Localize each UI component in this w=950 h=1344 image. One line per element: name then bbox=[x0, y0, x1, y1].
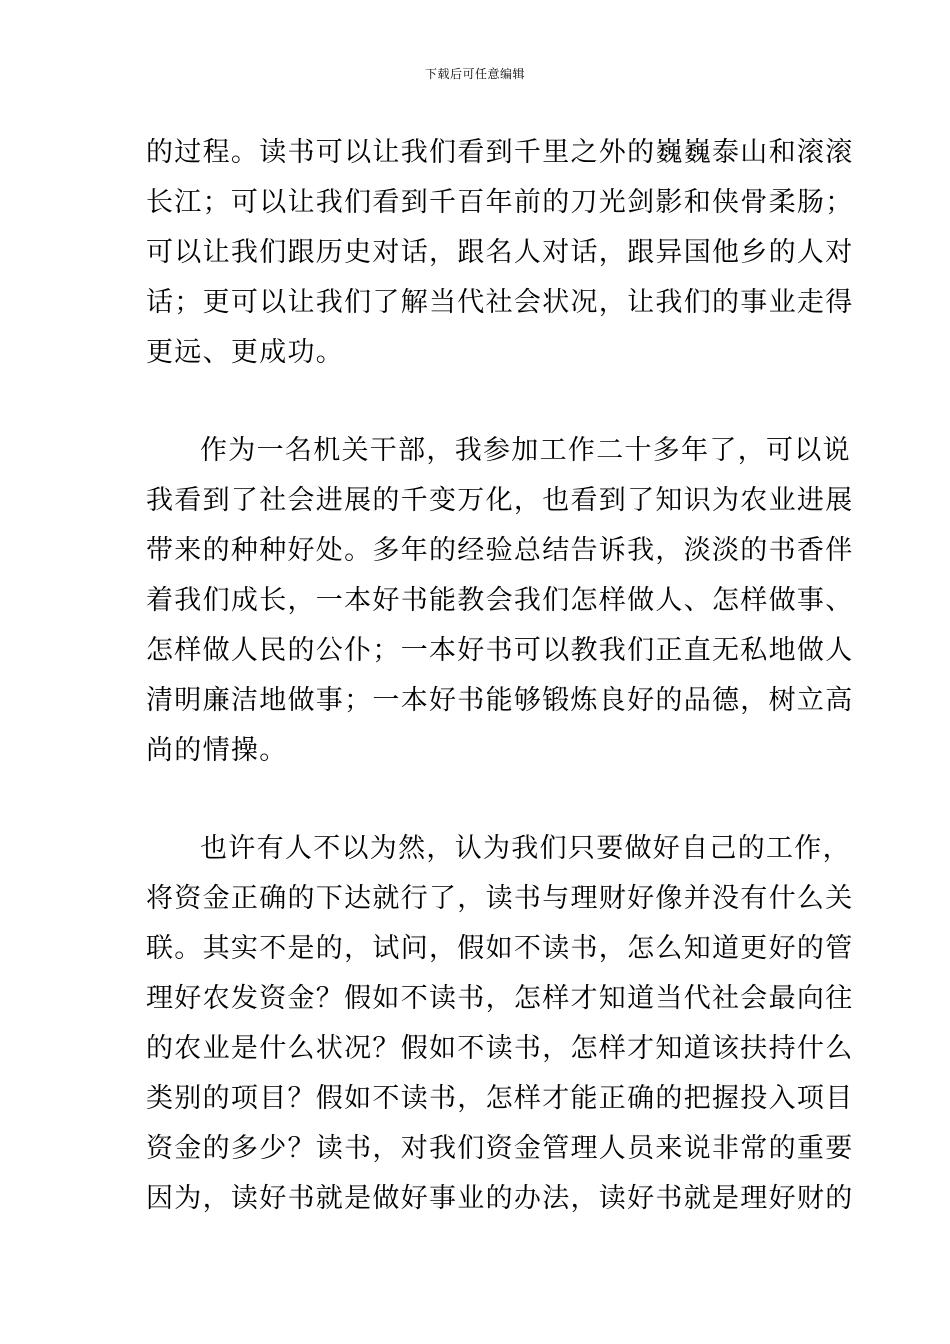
text-line: 更远、更成功。 bbox=[146, 337, 345, 368]
paragraph-spacer bbox=[146, 776, 806, 824]
body-text bbox=[146, 128, 854, 1224]
text-line: 怎样做人民的公仆；一本好书可以教我们正直无私地做人 bbox=[146, 635, 854, 666]
text-line: 也许有人不以为然，认为我们只要做好自己的工作， bbox=[200, 833, 851, 864]
text-line: 联。其实不是的，试问，假如不读书，怎么知道更好的管 bbox=[146, 933, 854, 964]
paragraph-1 bbox=[146, 128, 854, 378]
text-line: 将资金正确的下达就行了，读书与理财好像并没有什么关 bbox=[146, 883, 854, 914]
text-line: 理好农发资金？假如不读书，怎样才知道当代社会最向往 bbox=[146, 983, 854, 1014]
text-line: 因为，读好书就是做好事业的办法，读好书就是理好财的 bbox=[146, 1183, 854, 1214]
text-line: 类别的项目？假如不读书，怎样才能正确的把握投入项目 bbox=[146, 1083, 854, 1114]
text-line: 我看到了社会进展的千变万化，也看到了知识为农业进展 bbox=[146, 485, 854, 516]
paragraph-2 bbox=[146, 426, 854, 776]
text-line: 的过程。读书可以让我们看到千里之外的巍巍泰山和滚滚 bbox=[146, 137, 854, 168]
text-line: 可以让我们跟历史对话，跟名人对话，跟异国他乡的人对 bbox=[146, 237, 854, 268]
text-line: 尚的情操。 bbox=[146, 735, 288, 766]
paragraph-spacer bbox=[146, 378, 806, 426]
text-line: 的农业是什么状况？假如不读书，怎样才知道该扶持什么 bbox=[146, 1033, 854, 1064]
text-line: 资金的多少？读书，对我们资金管理人员来说非常的重要 bbox=[146, 1133, 854, 1164]
paragraph-3 bbox=[146, 824, 854, 1224]
text-line: 带来的种种好处。多年的经验总结告诉我，淡淡的书香伴 bbox=[146, 535, 854, 566]
text-line: 长江；可以让我们看到千百年前的刀光剑影和侠骨柔肠； bbox=[146, 187, 854, 218]
text-line: 作为一名机关干部，我参加工作二十多年了，可以说 bbox=[200, 435, 851, 466]
page-header: 下载后可任意编辑 bbox=[424, 67, 525, 81]
text-line: 着我们成长，一本好书能教会我们怎样做人、怎样做事、 bbox=[146, 585, 854, 616]
text-line: 话；更可以让我们了解当代社会状况，让我们的事业走得 bbox=[146, 287, 854, 318]
text-line: 清明廉洁地做事；一本好书能够锻炼良好的品德，树立高 bbox=[146, 685, 854, 716]
